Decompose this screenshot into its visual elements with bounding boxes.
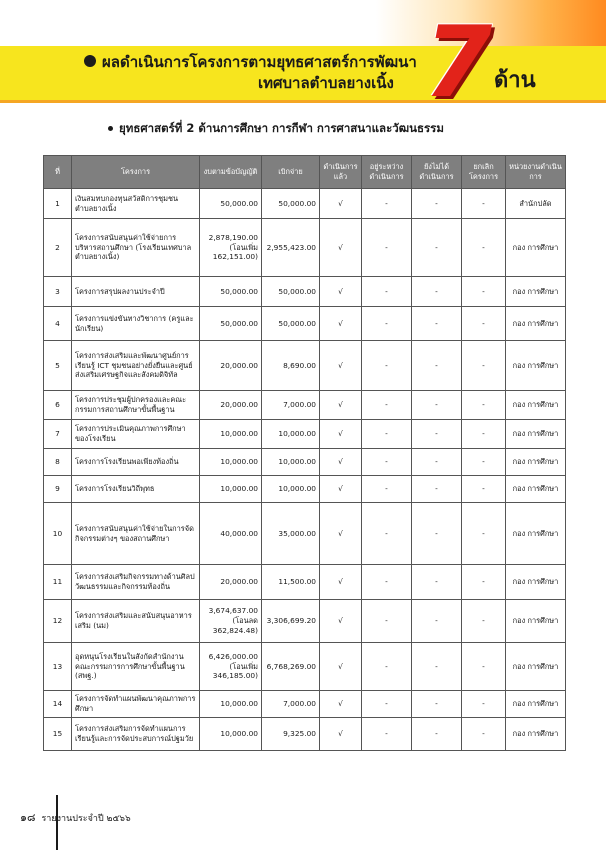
cell-unit: กอง การศึกษา [506, 307, 566, 341]
cell-project: โครงการโรงเรียนพอเพียงท้องถิ่น [72, 449, 200, 476]
cell-not-started: - [412, 691, 462, 718]
cell-paid: 11,500.00 [262, 565, 320, 600]
cell-paid: 10,000.00 [262, 420, 320, 449]
cell-not-started: - [412, 219, 462, 277]
cell-cancelled: - [462, 420, 506, 449]
cell-in-progress: - [362, 307, 412, 341]
table-row [44, 277, 566, 307]
cell-paid: 7,000.00 [262, 691, 320, 718]
cell-in-progress: - [362, 420, 412, 449]
bullet-icon [84, 55, 96, 67]
cell-not-started: - [412, 391, 462, 420]
cell-in-progress: - [362, 691, 412, 718]
strategy-heading [108, 120, 444, 138]
cell-unit: กอง การศึกษา [506, 600, 566, 643]
cell-budget: 50,000.00 [200, 307, 262, 341]
cell-budget: 20,000.00 [200, 565, 262, 600]
cell-in-progress: - [362, 643, 412, 691]
cell-project: โครงการประชุมผู้ปกครองและคณะกรรมการสถานศึกษาขั้นพื้นฐาน [72, 391, 200, 420]
cell-not-started: - [412, 476, 462, 503]
table-row [44, 691, 566, 718]
table-row [44, 476, 566, 503]
cell-project: โครงการประเมินคุณภาพการศึกษาของโรงเรียน [72, 420, 200, 449]
cell-budget: 50,000.00 [200, 189, 262, 219]
cell-budget: 50,000.00 [200, 277, 262, 307]
cell-not-started: - [412, 277, 462, 307]
cell-no: 7 [44, 420, 72, 449]
cell-project: โครงการส่งเสริมและพัฒนาศูนย์การเรียนรู้ ICT ชุมชนอย่างยั่งยืนและศูนย์ส่งเสริมเศรษฐกิจและสังคมดิจิทัล [72, 341, 200, 391]
cell-unit: กอง การศึกษา [506, 420, 566, 449]
cell-project: โครงการสรุปผลงานประจำปี [72, 277, 200, 307]
cell-no: 15 [44, 718, 72, 751]
cell-done: √ [320, 565, 362, 600]
cell-budget: 6,426,000.00 (โอนเพิ่ม 346,185.00) [200, 643, 262, 691]
cell-paid: 50,000.00 [262, 189, 320, 219]
strategy-count-suffix: ด้าน [494, 68, 536, 93]
cell-not-started: - [412, 189, 462, 219]
cell-budget: 40,000.00 [200, 503, 262, 565]
table-row [44, 600, 566, 643]
cell-done: √ [320, 391, 362, 420]
cell-cancelled: - [462, 565, 506, 600]
cell-paid: 3,306,699.20 [262, 600, 320, 643]
cell-done: √ [320, 503, 362, 565]
cell-not-started: - [412, 420, 462, 449]
cell-in-progress: - [362, 219, 412, 277]
cell-done: √ [320, 643, 362, 691]
cell-in-progress: - [362, 476, 412, 503]
cell-paid: 6,768,269.00 [262, 643, 320, 691]
col-header-unit: หน่วยงานดำเนินการ [506, 156, 566, 189]
cell-unit: กอง การศึกษา [506, 391, 566, 420]
cell-unit: กอง การศึกษา [506, 718, 566, 751]
table-row [44, 643, 566, 691]
page-title-line2: เทศบาลตำบลยางเนิ้ง [258, 74, 394, 92]
cell-in-progress: - [362, 503, 412, 565]
cell-project: โครงการส่งเสริมและสนับสนุนอาหารเสริม (นม) [72, 600, 200, 643]
table-row [44, 219, 566, 277]
cell-budget: 20,000.00 [200, 391, 262, 420]
cell-paid: 7,000.00 [262, 391, 320, 420]
bullet-dot-icon [108, 126, 113, 131]
cell-no: 1 [44, 189, 72, 219]
cell-budget: 10,000.00 [200, 420, 262, 449]
table-row [44, 391, 566, 420]
cell-no: 4 [44, 307, 72, 341]
cell-not-started: - [412, 600, 462, 643]
cell-done: √ [320, 476, 362, 503]
cell-done: √ [320, 341, 362, 391]
strategy-count-number: 7 [424, 6, 493, 120]
cell-cancelled: - [462, 277, 506, 307]
cell-unit: กอง การศึกษา [506, 643, 566, 691]
col-header-project: โครงการ [72, 156, 200, 189]
cell-no: 14 [44, 691, 72, 718]
cell-paid: 50,000.00 [262, 307, 320, 341]
cell-budget: 10,000.00 [200, 476, 262, 503]
header-band-underline [0, 100, 606, 103]
report-name: รายงานประจำปี ๒๕๖๖ [41, 814, 131, 824]
cell-done: √ [320, 189, 362, 219]
projects-table [43, 155, 566, 751]
cell-unit: สำนักปลัด [506, 189, 566, 219]
cell-not-started: - [412, 307, 462, 341]
cell-done: √ [320, 691, 362, 718]
cell-in-progress: - [362, 189, 412, 219]
cell-done: √ [320, 600, 362, 643]
col-header-paid: เบิกจ่าย [262, 156, 320, 189]
cell-project: โครงการจัดทำแผนพัฒนาคุณภาพการศึกษา [72, 691, 200, 718]
cell-cancelled: - [462, 341, 506, 391]
cell-in-progress: - [362, 391, 412, 420]
cell-in-progress: - [362, 341, 412, 391]
cell-unit: กอง การศึกษา [506, 341, 566, 391]
cell-no: 11 [44, 565, 72, 600]
col-header-not-started: ยังไม่ได้ดำเนินการ [412, 156, 462, 189]
table-row [44, 718, 566, 751]
cell-budget: 10,000.00 [200, 449, 262, 476]
cell-project: โครงการส่งเสริมกิจกรรมทางด้านศิลปวัฒนธรรมและกิจกรรมท้องถิ่น [72, 565, 200, 600]
cell-not-started: - [412, 341, 462, 391]
col-header-cancelled: ยกเลิกโครงการ [462, 156, 506, 189]
cell-done: √ [320, 718, 362, 751]
cell-budget: 10,000.00 [200, 718, 262, 751]
cell-paid: 9,325.00 [262, 718, 320, 751]
cell-in-progress: - [362, 277, 412, 307]
cell-not-started: - [412, 718, 462, 751]
cell-cancelled: - [462, 718, 506, 751]
cell-project: อุดหนุนโรงเรียนในสังกัดสำนักงานคณะกรรมการการศึกษาขั้นพื้นฐาน (สพฐ.) [72, 643, 200, 691]
cell-project: โครงการสนับสนุนค่าใช้จ่ายการบริหารสถานศึกษา (โรงเรียนเทศบาลตำบลยางเนิ้ง) [72, 219, 200, 277]
table-row [44, 449, 566, 476]
strategy-heading-text: ยุทธศาสตร์ที่ 2 ด้านการศึกษา การกีฬา การศาสนาและวัฒนธรรม [119, 121, 444, 135]
cell-paid: 2,955,423.00 [262, 219, 320, 277]
col-header-budget: งบตามข้อบัญญัติ [200, 156, 262, 189]
cell-no: 5 [44, 341, 72, 391]
cell-not-started: - [412, 449, 462, 476]
cell-in-progress: - [362, 449, 412, 476]
cell-in-progress: - [362, 718, 412, 751]
cell-cancelled: - [462, 449, 506, 476]
cell-project: โครงการส่งเสริมการจัดทำแผนการเรียนรู้และการจัดประสบการณ์ปฐมวัย [72, 718, 200, 751]
cell-cancelled: - [462, 600, 506, 643]
cell-budget: 2,878,190.00 (โอนเพิ่ม 162,151.00) [200, 219, 262, 277]
table-header-row [44, 156, 566, 189]
cell-unit: กอง การศึกษา [506, 503, 566, 565]
cell-project: โครงการสนับสนุนค่าใช้จ่ายในการจัดกิจกรรมต่างๆ ของสถานศึกษา [72, 503, 200, 565]
cell-no: 10 [44, 503, 72, 565]
cell-cancelled: - [462, 219, 506, 277]
cell-cancelled: - [462, 307, 506, 341]
cell-not-started: - [412, 565, 462, 600]
cell-no: 9 [44, 476, 72, 503]
cell-cancelled: - [462, 189, 506, 219]
footer [20, 808, 131, 826]
cell-unit: กอง การศึกษา [506, 476, 566, 503]
header-gradient-strip [0, 0, 606, 46]
cell-cancelled: - [462, 476, 506, 503]
cell-done: √ [320, 420, 362, 449]
cell-paid: 10,000.00 [262, 449, 320, 476]
table-row [44, 307, 566, 341]
cell-project: โครงการแข่งขันทางวิชาการ (ครูและนักเรียน) [72, 307, 200, 341]
cell-unit: กอง การศึกษา [506, 449, 566, 476]
table-row [44, 189, 566, 219]
cell-done: √ [320, 449, 362, 476]
cell-done: √ [320, 219, 362, 277]
cell-no: 6 [44, 391, 72, 420]
cell-budget: 3,674,637.00 (โอนลด 362,824.48) [200, 600, 262, 643]
cell-cancelled: - [462, 503, 506, 565]
cell-cancelled: - [462, 691, 506, 718]
cell-no: 8 [44, 449, 72, 476]
table-row [44, 420, 566, 449]
cell-unit: กอง การศึกษา [506, 691, 566, 718]
page-number: ๑๘ [20, 811, 36, 824]
cell-unit: กอง การศึกษา [506, 219, 566, 277]
cell-no: 12 [44, 600, 72, 643]
table-row [44, 503, 566, 565]
cell-unit: กอง การศึกษา [506, 277, 566, 307]
cell-paid: 35,000.00 [262, 503, 320, 565]
cell-cancelled: - [462, 391, 506, 420]
cell-project: โครงการโรงเรียนวิถีพุทธ [72, 476, 200, 503]
cell-in-progress: - [362, 565, 412, 600]
cell-budget: 10,000.00 [200, 691, 262, 718]
cell-not-started: - [412, 503, 462, 565]
col-header-in-progress: อยู่ระหว่างดำเนินการ [362, 156, 412, 189]
cell-done: √ [320, 307, 362, 341]
cell-project: เงินสมทบกองทุนสวัสดิการชุมชนตำบลยางเนิ้ง [72, 189, 200, 219]
page-title-line1: ผลดำเนินการโครงการตามยุทธศาสตร์การพัฒนา [102, 53, 417, 71]
table-row [44, 341, 566, 391]
cell-no: 13 [44, 643, 72, 691]
cell-not-started: - [412, 643, 462, 691]
cell-paid: 50,000.00 [262, 277, 320, 307]
cell-in-progress: - [362, 600, 412, 643]
cell-paid: 10,000.00 [262, 476, 320, 503]
cell-no: 3 [44, 277, 72, 307]
cell-done: √ [320, 277, 362, 307]
cell-unit: กอง การศึกษา [506, 565, 566, 600]
table-row [44, 565, 566, 600]
cell-budget: 20,000.00 [200, 341, 262, 391]
cell-paid: 8,690.00 [262, 341, 320, 391]
col-header-done: ดำเนินการแล้ว [320, 156, 362, 189]
col-header-no: ที่ [44, 156, 72, 189]
cell-no: 2 [44, 219, 72, 277]
cell-cancelled: - [462, 643, 506, 691]
